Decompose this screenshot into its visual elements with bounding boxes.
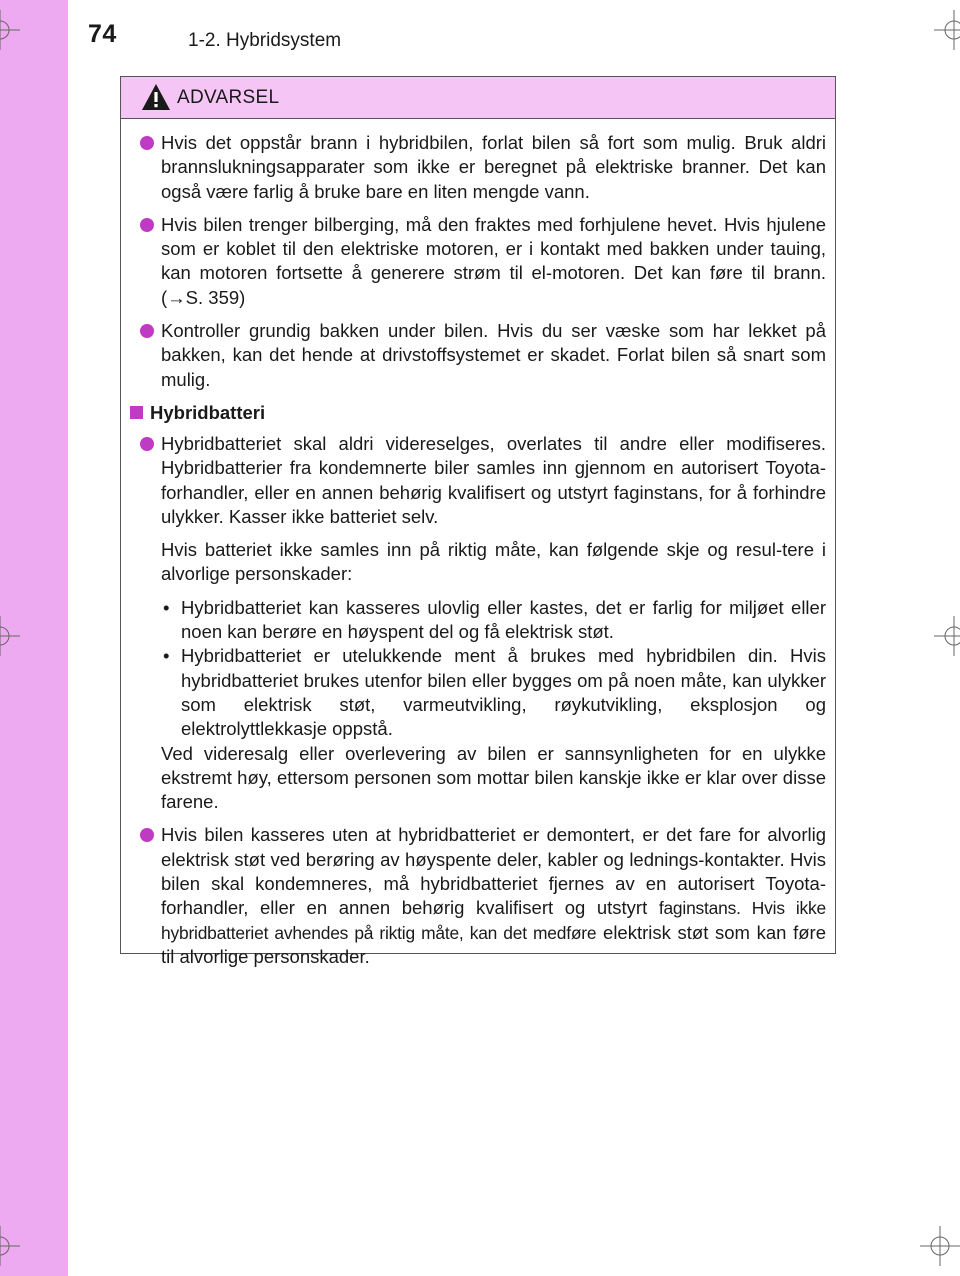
warning-triangle-icon [141, 83, 171, 111]
warning-body [121, 119, 835, 969]
dot-list [130, 596, 826, 742]
warning-item [130, 823, 826, 969]
bullet-dot-icon [140, 437, 154, 451]
bullet-dot-icon [140, 828, 154, 842]
subsection-heading [130, 401, 826, 425]
bullet-dot-icon [140, 324, 154, 338]
dot-bullet-icon: • [163, 645, 170, 667]
bullet-dot-icon [140, 218, 154, 232]
dot-bullet-icon: • [163, 596, 170, 618]
warning-item [130, 213, 826, 310]
paragraph: Ved videresalg eller overlevering av bilen er sannsynligheten for en ulykke ekstremt høy, ettersom personen som mottar bilen kanskje ikke er klar over disse farene. [161, 742, 826, 813]
subsection-heading-text: Hybridbatteri [150, 401, 266, 423]
warning-item-text: Hvis det oppstår brann i hybridbilen, forlat bilen så fort som mulig. Bruk aldri brannslukningsapparater som ikke er beregnet på elektriske branner. Det kan også være farlig å bruke bare en liten mengde vann. [161, 132, 826, 202]
warning-item [130, 131, 826, 204]
warning-item-text: Hvis bilen trenger bilberging, må den fraktes med forhjulene hevet. Hvis hjulene som er koblet til den elektriske motoren, er i kontakt med bakken under tauing, kan motoren fortsette å generere strøm til el-motoren. Det kan føre til brann. (→S. 359) [161, 213, 826, 308]
bullet-dot-icon [140, 136, 154, 150]
warning-title: ADVARSEL [177, 87, 280, 108]
warning-item-text: Kontroller grundig bakken under bilen. Hvis du ser væske som har lekket på bakken, kan det hende at drivstoffsystemet er skadet. Forlat bilen så snart som mulig. [161, 320, 826, 390]
warning-item [130, 432, 826, 529]
warning-item-text: elektrisk støt som kan føre til alvorlige personskader. [161, 921, 826, 967]
section-title: 1-2. Hybridsystem [188, 30, 342, 51]
crop-mark-icon [934, 10, 960, 50]
warning-item-text: faginstans. Hvis ikke hybridbatteriet avhendes på riktig måte, kan det medføre [161, 898, 827, 943]
warning-box [120, 76, 836, 967]
crop-mark-icon [0, 1226, 20, 1266]
warning-item-text: Hvis bilen kasseres uten at hybridbatteriet er demontert, er det fare for alvorlig elektrisk støt ved berøring av høyspente deler, kabler og lednings-kontakter. Hvis bilen skal kondemneres, må hybridbatteriet fjernes av en autorisert Toyota-forhandler, eller en annen behørig kvalifisert og utstyrt [161, 824, 826, 919]
dot-list-item [161, 596, 826, 645]
warning-item [130, 319, 826, 392]
warning-header [121, 77, 835, 119]
crop-mark-icon [920, 1226, 960, 1266]
paragraph: Hvis batteriet ikke samles inn på riktig måte, kan følgende skje og resul-tere i alvorlige personskader: [161, 539, 826, 585]
crop-mark-icon [0, 10, 20, 50]
dot-list-item-text: Hybridbatteriet er utelukkende ment å brukes med hybridbilen din. Hvis hybridbatteriet brukes utenfor bilen eller bygges om på noen måte, kan ulykker som elektrisk støt, varmeutvikling, røykutvikling, eksplosjon og elektrolyttlekkasje oppstå. [181, 645, 826, 740]
warning-item-text: Hybridbatteriet skal aldri videreselges, overlates til andre eller modifiseres. Hybridbatterier fra kondemnerte biler samles inn gjennom en autorisert Toyota-forhandler, eller en annen behørig kvalifisert og utstyrt faginstans, for å forhindre ulykker. Kasser ikke batteriet selv. [161, 432, 826, 527]
crop-mark-icon [0, 616, 20, 656]
square-bullet-icon [130, 406, 143, 419]
dot-list-item [161, 644, 826, 741]
page-number: 74 [88, 20, 117, 48]
dot-list-item-text: Hybridbatteriet kan kasseres ulovlig eller kastes, det er farlig for miljøet eller noen kan berøre en høyspent del og få elektrisk støt. [181, 596, 826, 643]
crop-mark-icon [934, 616, 960, 656]
